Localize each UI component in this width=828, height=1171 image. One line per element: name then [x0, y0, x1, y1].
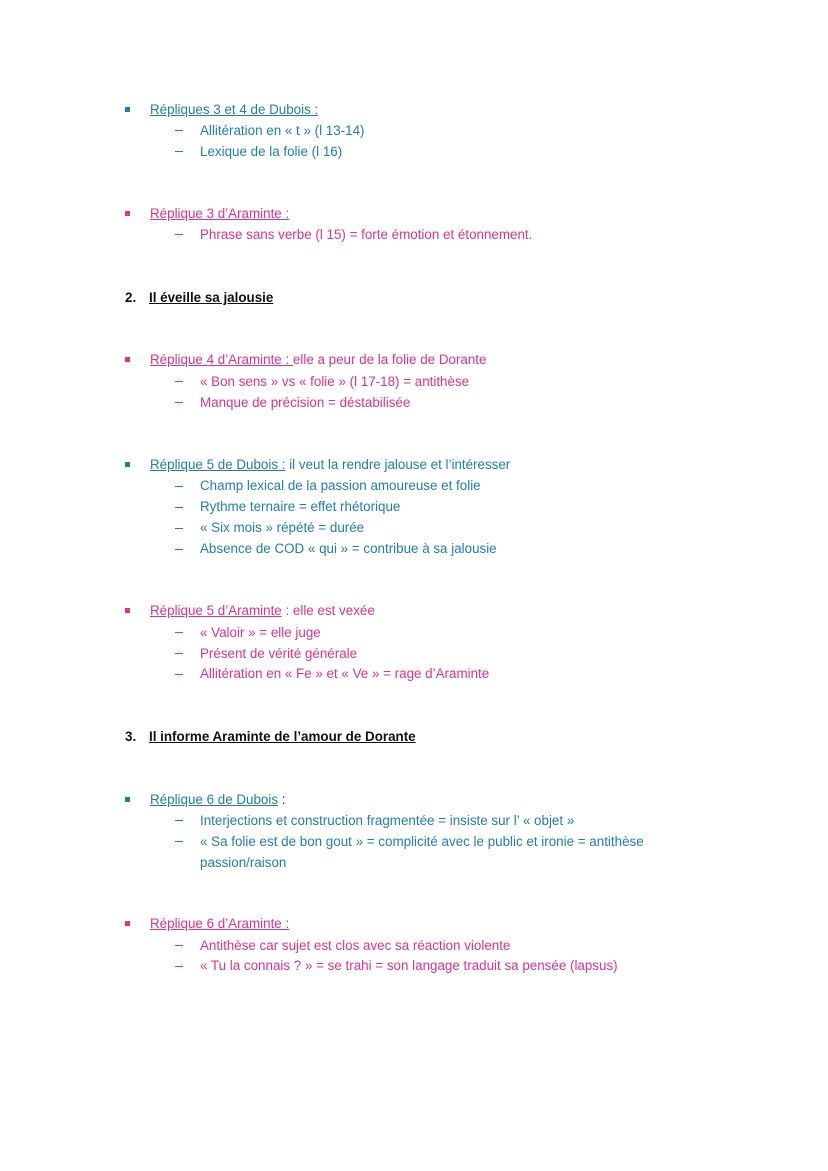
block-label: Réplique 4 d’Araminte : [150, 352, 293, 367]
square-bullet-icon [125, 107, 130, 112]
list-item: Interjections et construction fragmentée = insiste sur l’ « objet » [200, 813, 575, 828]
block-label: Réplique 5 d’Araminte [150, 603, 282, 618]
square-bullet-icon [125, 357, 130, 362]
section-title: Il éveille sa jalousie [149, 290, 274, 305]
block-label: Réplique 6 de Dubois [150, 792, 279, 807]
block-comment: : [278, 792, 286, 807]
block-comment: elle a peur de la folie de Dorante [292, 352, 487, 367]
dash-bullet-icon [175, 945, 183, 946]
dash-bullet-icon [175, 632, 183, 633]
list-item: Rythme ternaire = effet rhétorique [200, 499, 401, 514]
list-item: Phrase sans verbe (l 15) = forte émotion et étonnement. [200, 227, 533, 242]
dash-bullet-icon [175, 381, 183, 382]
block-label: Réplique 6 d’Araminte : [150, 916, 290, 931]
list-item: Manque de précision = déstabilisée [200, 395, 411, 410]
block-heading-dubois-6 [150, 791, 286, 809]
list-item: Lexique de la folie (l 16) [200, 144, 343, 159]
section-heading-2 [125, 289, 273, 307]
list-item: « Tu la connais ? » = se trahi = son langage traduit sa pensée (lapsus) [200, 958, 618, 973]
block-comment: il veut la rendre jalouse et l’intéresser [285, 457, 511, 472]
square-bullet-icon [125, 211, 130, 216]
dash-bullet-icon [175, 841, 183, 842]
section-heading-3 [125, 728, 416, 746]
square-bullet-icon [125, 921, 130, 926]
list-item: Allitération en « Fe » et « Ve » = rage d’Araminte [200, 666, 490, 681]
list-item: Absence de COD « qui » = contribue à sa jalousie [200, 541, 497, 556]
dash-bullet-icon [175, 402, 183, 403]
dash-bullet-icon [175, 966, 183, 967]
dash-bullet-icon [175, 674, 183, 675]
square-bullet-icon [125, 608, 130, 613]
block-comment: : elle est vexée [281, 603, 375, 618]
block-heading-dubois-5 [150, 456, 510, 474]
dash-bullet-icon [175, 549, 183, 550]
dash-bullet-icon [175, 130, 183, 131]
list-item: Antithèse car sujet est clos avec sa réaction violente [200, 938, 511, 953]
block-heading-araminte-6 [150, 915, 289, 933]
list-item-continuation: passion/raison [200, 855, 287, 870]
list-item: « Sa folie est de bon gout » = complicité avec le public et ironie = antithèse [200, 834, 644, 849]
dash-bullet-icon [175, 820, 183, 821]
list-item: Champ lexical de la passion amoureuse et folie [200, 478, 481, 493]
dash-bullet-icon [175, 234, 183, 235]
square-bullet-icon [125, 797, 130, 802]
block-label: Réplique 5 de Dubois : [150, 457, 286, 472]
block-heading-araminte-3 [150, 205, 289, 223]
block-heading-araminte-4 [150, 351, 486, 369]
square-bullet-icon [125, 462, 130, 467]
dash-bullet-icon [175, 528, 183, 529]
dash-bullet-icon [175, 151, 183, 152]
block-label: Répliques 3 et 4 de Dubois : [150, 102, 319, 117]
section-number: 2. [125, 290, 137, 305]
list-item: Présent de vérité générale [200, 646, 358, 661]
block-heading-dubois-3-4 [150, 101, 318, 119]
list-item: « Six mois » répété = durée [200, 520, 365, 535]
list-item: « Bon sens » vs « folie » (l 17-18) = antithèse [200, 374, 470, 389]
dash-bullet-icon [175, 653, 183, 654]
section-title: Il informe Araminte de l’amour de Dorante [149, 729, 416, 744]
dash-bullet-icon [175, 486, 183, 487]
block-label: Réplique 3 d’Araminte : [150, 206, 290, 221]
dash-bullet-icon [175, 507, 183, 508]
block-heading-araminte-5 [150, 602, 375, 620]
list-item: Allitération en « t » (l 13-14) [200, 123, 365, 138]
section-number: 3. [125, 729, 137, 744]
list-item: « Valoir » = elle juge [200, 625, 321, 640]
